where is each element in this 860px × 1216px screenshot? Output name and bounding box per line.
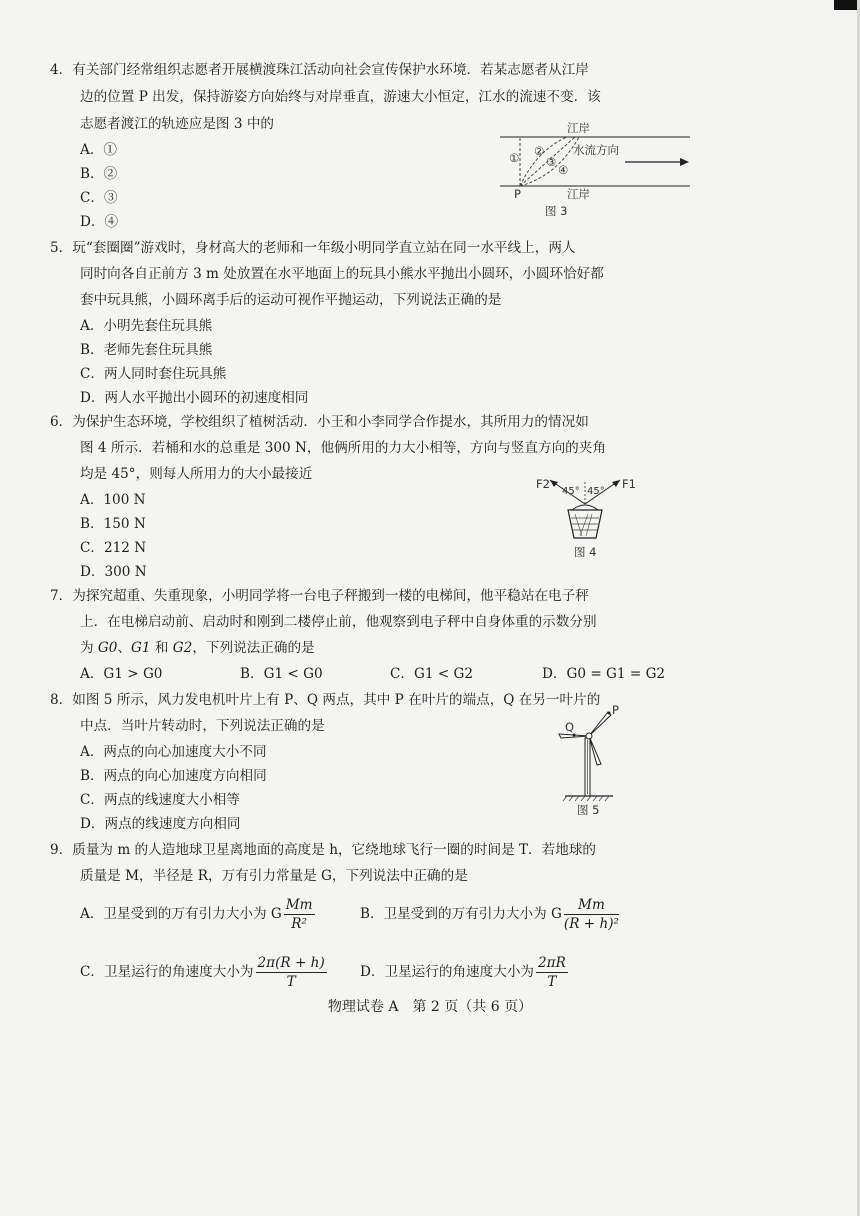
q9-option-a-denominator: R² [291, 916, 307, 932]
q4-line-2: 边的位置 P 出发，保持游姿方向始终与对岸垂直，游速大小恒定，江水的流速不变．该 [80, 89, 601, 105]
q9-option-d-fraction [536, 954, 568, 991]
q8-option-a: A．两点的向心加速度大小不同 [80, 744, 267, 760]
force-f2-label: F2 [536, 477, 550, 491]
point-p-label: P [514, 187, 521, 201]
angle-left-label: 45° [562, 486, 580, 497]
figure-3-caption: 图 3 [545, 204, 568, 218]
q7-option-c: C．G1 < G2 [390, 666, 474, 682]
q9-option-d-text: D．卫星运行的角速度大小为 [360, 964, 535, 980]
q9-option-d [360, 952, 570, 992]
q4-option-b: B．② [80, 166, 118, 182]
path-4-label: ④ [558, 163, 569, 177]
bank-top-label: 江岸 [567, 121, 590, 135]
q5-line-3: 套中玩具熊，小圆环离手后的运动可视作平抛运动，下列说法正确的是 [80, 292, 502, 308]
q5-option-b: B．老师先套住玩具熊 [80, 342, 213, 358]
q7-line-2: 上．在电梯启动前、启动时和刚到二楼停止前，他观察到电子秤中自身体重的示数分别 [80, 614, 597, 630]
q9-option-b-denominator: (R + h)² [563, 916, 619, 932]
q7-var-g1: G1 [131, 640, 151, 656]
q9-option-c-fraction [256, 954, 327, 991]
q6-line-1: 6．为保护生态环境，学校组织了植树活动．小王和小李同学合作提水，其所用力的情况如 [50, 414, 589, 430]
bank-bottom-label: 江岸 [567, 187, 590, 201]
angle-right-label: 45° [587, 486, 605, 497]
q7-option-d: D．G0 = G1 = G2 [542, 666, 666, 682]
q7-var-g0: G0 [97, 640, 118, 656]
q9-option-c-denominator: T [286, 974, 296, 990]
q5-line-1: 5．玩“套圈圈”游戏时，身材高大的老师和一年级小明同学直立站在同一水平线上，两人 [50, 240, 576, 256]
q8-line-2: 中点．当叶片转动时，下列说法正确的是 [80, 718, 325, 734]
q5-option-a: A．小明先套住玩具熊 [80, 318, 213, 334]
path-2-label: ② [534, 144, 545, 158]
q9-option-b-text: B．卫星受到的万有引力大小为 G [360, 906, 562, 922]
figure-4-bucket [530, 472, 640, 562]
q6-line-3: 均是 45°，则每人所用力的大小最接近 [80, 466, 313, 482]
q6-line-2: 图 4 所示．若桶和水的总重是 300 N，他俩所用的力大小相等，方向与竖直方向的夹角 [80, 440, 606, 456]
q4-line-1: 4．有关部门经常组织志愿者开展横渡珠江活动向社会宣传保护水环境．若某志愿者从江岸 [50, 62, 589, 78]
q4-option-c: C．③ [80, 190, 118, 206]
q7-line-1: 7．为探究超重、失重现象，小明同学将一台电子秤搬到一楼的电梯间，他平稳站在电子秤 [50, 588, 589, 604]
q6-option-c: C．212 N [80, 540, 147, 556]
q9-option-b-fraction [564, 896, 619, 933]
q5-option-d: D．两人水平抛出小圆环的初速度相同 [80, 390, 309, 406]
q6-option-d: D．300 N [80, 564, 147, 580]
q9-option-b-numerator: Mm [564, 896, 619, 915]
q6-option-b: B．150 N [80, 516, 146, 532]
figure-4-caption: 图 4 [574, 545, 597, 559]
q5-line-2: 同时向各自正前方 3 m 处放置在水平地面上的玩具小熊水平抛出小圆环，小圆环恰好都 [80, 266, 604, 282]
q4-line-3: 志愿者渡江的轨迹应是图 3 中的 [80, 116, 275, 132]
q8-line-1: 8．如图 5 所示，风力发电机叶片上有 P、Q 两点，其中 P 在叶片的端点，Q 在另一叶片的 [50, 692, 601, 708]
q8-option-d: D．两点的线速度方向相同 [80, 816, 241, 832]
q9-option-c-numerator: 2π(R + h) [257, 955, 325, 971]
figure-5-caption: 图 5 [577, 803, 600, 816]
q4-option-a: A．① [80, 142, 118, 158]
q7-line-3-prefix: 为 [80, 640, 94, 656]
q9-option-a-fraction [284, 896, 315, 933]
q9-option-c-text: C．卫星运行的角速度大小为 [80, 964, 254, 980]
q8-option-c: C．两点的线速度大小相等 [80, 792, 240, 808]
q9-option-b [360, 894, 621, 934]
q7-option-b: B．G1 < G0 [240, 666, 323, 682]
q9-option-d-numerator: 2πR [538, 955, 566, 971]
q9-line-2: 质量是 M，半径是 R，万有引力常量是 G，下列说法中正确的是 [80, 868, 468, 884]
figure-5-wind-turbine [545, 704, 645, 816]
q7-line-3: 为 G0、G1 和 G2，下列说法正确的是 [80, 640, 315, 656]
q7-option-a: A．G1 > G0 [80, 666, 163, 682]
q4-option-d: D．④ [80, 214, 119, 230]
path-1-label: ① [509, 151, 520, 165]
q9-line-1: 9．质量为 m 的人造地球卫星离地面的高度是 h，它绕地球飞行一圈的时间是 T．若地球的 [50, 842, 597, 858]
page-footer: 物理试卷 A 第 2 页（共 6 页） [327, 999, 533, 1015]
q9-option-d-denominator: T [547, 974, 557, 990]
q8-option-b: B．两点的向心加速度方向相同 [80, 768, 267, 784]
q9-option-a-numerator: Mm [285, 897, 313, 913]
q9-option-c [80, 952, 329, 992]
force-f1-label: F1 [622, 477, 636, 491]
q7-var-g2: G2 [172, 640, 193, 656]
q5-option-c: C．两人同时套住玩具熊 [80, 366, 227, 382]
flow-label: 水流方向 [573, 143, 619, 157]
point-p-label: P [612, 704, 619, 717]
q9-option-a [80, 894, 317, 934]
path-3-label: ③ [546, 155, 557, 169]
figure-3-river [495, 120, 695, 220]
q6-option-a: A．100 N [80, 492, 146, 508]
q9-option-a-text: A．卫星受到的万有引力大小为 G [80, 906, 282, 922]
point-q-label: Q [565, 720, 575, 734]
q7-line-3-suffix: ，下列说法正确的是 [192, 640, 315, 656]
